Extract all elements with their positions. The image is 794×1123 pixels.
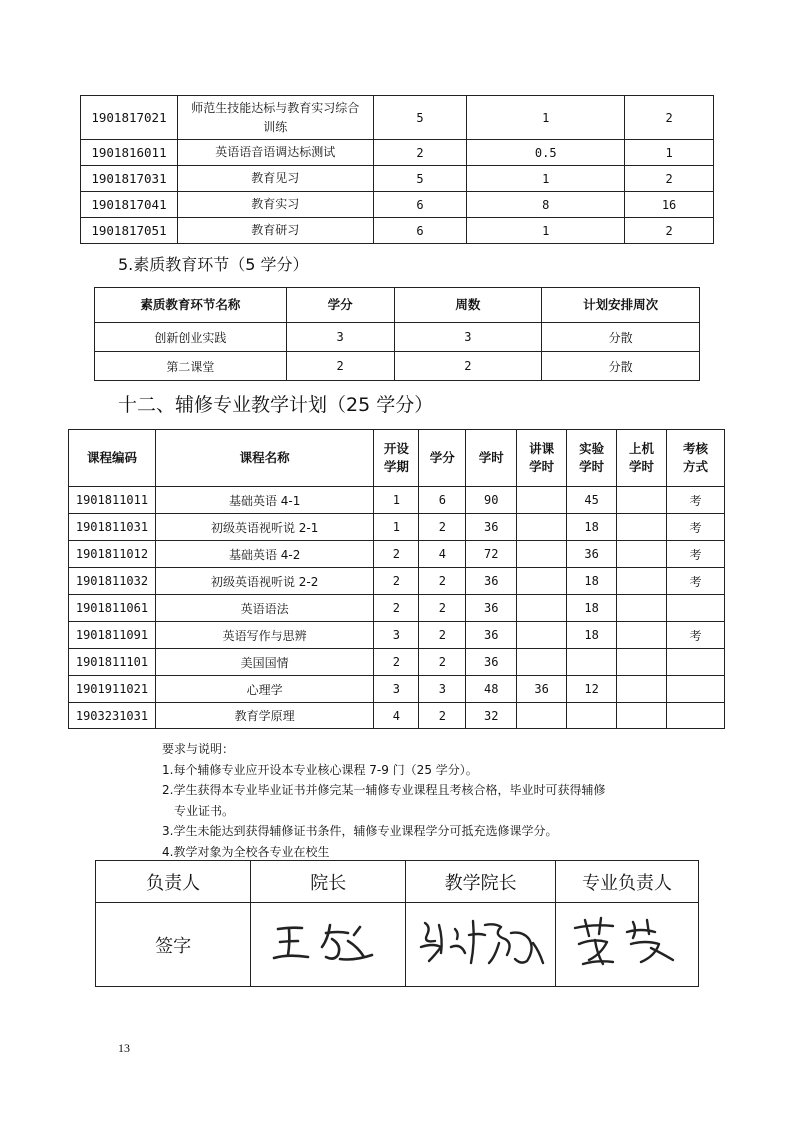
notes-block: [162, 739, 722, 862]
minor-cell-exam: 考: [666, 541, 724, 568]
minor-cell-hours: 32: [466, 703, 517, 729]
minor-row: [69, 676, 725, 703]
minor-cell-credit: 2: [419, 568, 466, 595]
minor-cell-semester: 1: [374, 487, 419, 514]
minor-cell-name: 心理学: [155, 676, 373, 703]
minor-cell-credit: 2: [419, 649, 466, 676]
minor-header-hours: 学时: [466, 430, 517, 487]
practice-value-3: 16: [625, 192, 714, 218]
minor-cell-semester: 2: [374, 568, 419, 595]
note-item-1: 1.每个辅修专业应开设本专业核心课程 7-9 门（25 学分）。: [162, 762, 478, 777]
practice-value-1: 5: [373, 166, 467, 192]
quality-row: [95, 323, 700, 352]
minor-cell-credit: 2: [419, 703, 466, 729]
minor-cell-credit: 3: [419, 676, 466, 703]
minor-header-computer: 上机学时: [617, 430, 667, 487]
minor-cell-lab: 45: [567, 487, 617, 514]
signature-major-lead: [556, 903, 699, 987]
minor-cell-exam: 考: [666, 622, 724, 649]
minor-header-code: 课程编码: [69, 430, 156, 487]
practice-value-2: 8: [467, 192, 625, 218]
practice-row: [81, 192, 714, 218]
minor-cell-lecture: [517, 622, 567, 649]
signature-header-dean: 院长: [251, 861, 406, 903]
practice-value-3: 1: [625, 140, 714, 166]
practice-value-3: 2: [625, 96, 714, 140]
minor-cell-computer: [617, 541, 667, 568]
minor-header-credit: 学分: [419, 430, 466, 487]
minor-cell-semester: 2: [374, 595, 419, 622]
minor-cell-lab: 18: [567, 595, 617, 622]
practice-value-1: 6: [373, 218, 467, 244]
signature-row-label: 签字: [96, 903, 251, 987]
minor-cell-code: 1903231031: [69, 703, 156, 729]
practice-course-name: 教育见习: [177, 166, 373, 192]
quality-credit: 3: [286, 323, 394, 352]
page-number: 13: [118, 1041, 130, 1055]
minor-cell-hours: 36: [466, 568, 517, 595]
note-item-2: 2.学生获得本专业毕业证书并修完某一辅修专业课程且考核合格，毕业时可获得辅修: [162, 783, 606, 797]
minor-cell-lecture: [517, 541, 567, 568]
minor-header-exam: 考核方式: [666, 430, 724, 487]
practice-value-2: 1: [467, 96, 625, 140]
practice-value-1: 6: [373, 192, 467, 218]
practice-value-2: 1: [467, 218, 625, 244]
minor-cell-code: 1901811011: [69, 487, 156, 514]
minor-row: [69, 595, 725, 622]
minor-cell-lab: 18: [567, 622, 617, 649]
practice-course-code: 1901817051: [81, 218, 178, 244]
minor-cell-lecture: 36: [517, 676, 567, 703]
minor-cell-computer: [617, 676, 667, 703]
minor-cell-credit: 6: [419, 487, 466, 514]
practice-value-1: 2: [373, 140, 467, 166]
quality-schedule: 分散: [542, 323, 700, 352]
quality-section-heading: 5.素质教育环节（5 学分）: [118, 255, 309, 274]
minor-cell-semester: 2: [374, 541, 419, 568]
minor-cell-computer: [617, 622, 667, 649]
note-item-2-cont: 专业证书。: [174, 803, 235, 818]
notes-title: 要求与说明：: [162, 742, 235, 756]
minor-cell-code: 1901811061: [69, 595, 156, 622]
practice-course-name: 教育实习: [177, 192, 373, 218]
signature-header-major-lead: 专业负责人: [556, 861, 699, 903]
minor-cell-hours: 36: [466, 649, 517, 676]
minor-row: [69, 568, 725, 595]
minor-cell-code: 1901811101: [69, 649, 156, 676]
minor-cell-exam: [666, 649, 724, 676]
minor-cell-lecture: [517, 568, 567, 595]
minor-cell-credit: 4: [419, 541, 466, 568]
minor-cell-hours: 36: [466, 514, 517, 541]
minor-cell-code: 1901811032: [69, 568, 156, 595]
quality-table: [94, 287, 700, 381]
minor-cell-lecture: [517, 595, 567, 622]
quality-weeks: 2: [394, 352, 542, 381]
minor-cell-credit: 2: [419, 622, 466, 649]
note-item-3: 3.学生未能达到获得辅修证书条件，辅修专业课程学分可抵充选修课学分。: [162, 824, 558, 838]
minor-cell-name: 初级英语视听说 2-2: [155, 568, 373, 595]
minor-cell-semester: 1: [374, 514, 419, 541]
minor-cell-lab: 18: [567, 514, 617, 541]
practice-value-2: 1: [467, 166, 625, 192]
signature-header-teaching-dean: 教学院长: [406, 861, 556, 903]
minor-cell-lecture: [517, 514, 567, 541]
quality-header-credit: 学分: [286, 288, 394, 323]
minor-cell-lecture: [517, 487, 567, 514]
practice-course-name: 教育研习: [177, 218, 373, 244]
practice-course-code: 1901816011: [81, 140, 178, 166]
handwritten-signature-major-lead: [567, 914, 687, 970]
minor-cell-hours: 36: [466, 622, 517, 649]
minor-cell-exam: 考: [666, 514, 724, 541]
minor-cell-name: 教育学原理: [155, 703, 373, 729]
minor-row: [69, 487, 725, 514]
signature-teaching-dean: [406, 903, 556, 987]
minor-cell-hours: 36: [466, 595, 517, 622]
minor-cell-name: 基础英语 4-2: [155, 541, 373, 568]
signature-header-owner: 负责人: [96, 861, 251, 903]
quality-header-schedule: 计划安排周次: [542, 288, 700, 323]
minor-cell-lab: 18: [567, 568, 617, 595]
minor-header-semester: 开设学期: [374, 430, 419, 487]
practice-row: [81, 96, 714, 140]
practice-course-code: 1901817021: [81, 96, 178, 140]
minor-header-lab: 实验学时: [567, 430, 617, 487]
minor-cell-lab: [567, 703, 617, 729]
minor-cell-computer: [617, 649, 667, 676]
quality-item-name: 创新创业实践: [95, 323, 287, 352]
minor-row: [69, 649, 725, 676]
minor-row: [69, 541, 725, 568]
minor-cell-computer: [617, 595, 667, 622]
minor-row: [69, 622, 725, 649]
minor-cell-lecture: [517, 649, 567, 676]
practice-course-name: 英语语音语调达标测试: [177, 140, 373, 166]
practice-row: [81, 140, 714, 166]
minor-cell-name: 基础英语 4-1: [155, 487, 373, 514]
handwritten-signature-teaching-dean: [411, 913, 551, 971]
practice-value-2: 0.5: [467, 140, 625, 166]
minor-cell-lab: 36: [567, 541, 617, 568]
quality-schedule: 分散: [542, 352, 700, 381]
minor-cell-exam: 考: [666, 487, 724, 514]
note-item-4: 4.教学对象为全校各专业在校生: [162, 844, 330, 859]
practice-value-1: 5: [373, 96, 467, 140]
handwritten-signature-dean: [268, 917, 388, 967]
practice-course-code: 1901817041: [81, 192, 178, 218]
minor-cell-code: 1901911021: [69, 676, 156, 703]
minor-row: [69, 703, 725, 729]
minor-cell-lab: 12: [567, 676, 617, 703]
minor-cell-name: 初级英语视听说 2-1: [155, 514, 373, 541]
minor-cell-name: 英语语法: [155, 595, 373, 622]
minor-cell-semester: 3: [374, 622, 419, 649]
practice-row: [81, 218, 714, 244]
minor-table: [68, 429, 725, 729]
practice-value-3: 2: [625, 166, 714, 192]
practice-row: [81, 166, 714, 192]
practice-course-code: 1901817031: [81, 166, 178, 192]
minor-section-heading: 十二、辅修专业教学计划（25 学分）: [118, 394, 434, 416]
minor-cell-exam: [666, 703, 724, 729]
minor-cell-name: 美国国情: [155, 649, 373, 676]
minor-header-name: 课程名称: [155, 430, 373, 487]
minor-cell-hours: 72: [466, 541, 517, 568]
signature-table: [95, 860, 699, 987]
minor-header-lecture: 讲课学时: [517, 430, 567, 487]
minor-cell-semester: 3: [374, 676, 419, 703]
minor-cell-computer: [617, 703, 667, 729]
minor-cell-lecture: [517, 703, 567, 729]
minor-cell-computer: [617, 487, 667, 514]
practice-value-3: 2: [625, 218, 714, 244]
quality-credit: 2: [286, 352, 394, 381]
minor-row: [69, 514, 725, 541]
minor-cell-computer: [617, 514, 667, 541]
minor-cell-name: 英语写作与思辨: [155, 622, 373, 649]
minor-cell-hours: 90: [466, 487, 517, 514]
minor-cell-code: 1901811091: [69, 622, 156, 649]
minor-cell-exam: 考: [666, 568, 724, 595]
minor-cell-semester: 2: [374, 649, 419, 676]
practice-table: [80, 95, 714, 244]
minor-cell-credit: 2: [419, 514, 466, 541]
minor-cell-credit: 2: [419, 595, 466, 622]
minor-cell-exam: [666, 676, 724, 703]
quality-item-name: 第二课堂: [95, 352, 287, 381]
quality-row: [95, 352, 700, 381]
quality-weeks: 3: [394, 323, 542, 352]
minor-cell-exam: [666, 595, 724, 622]
minor-cell-code: 1901811031: [69, 514, 156, 541]
minor-cell-code: 1901811012: [69, 541, 156, 568]
quality-header-name: 素质教育环节名称: [95, 288, 287, 323]
minor-cell-hours: 48: [466, 676, 517, 703]
signature-dean: [251, 903, 406, 987]
minor-cell-computer: [617, 568, 667, 595]
quality-header-weeks: 周数: [394, 288, 542, 323]
practice-course-name: 师范生技能达标与教育实习综合训练: [177, 96, 373, 140]
minor-cell-semester: 4: [374, 703, 419, 729]
minor-cell-lab: [567, 649, 617, 676]
